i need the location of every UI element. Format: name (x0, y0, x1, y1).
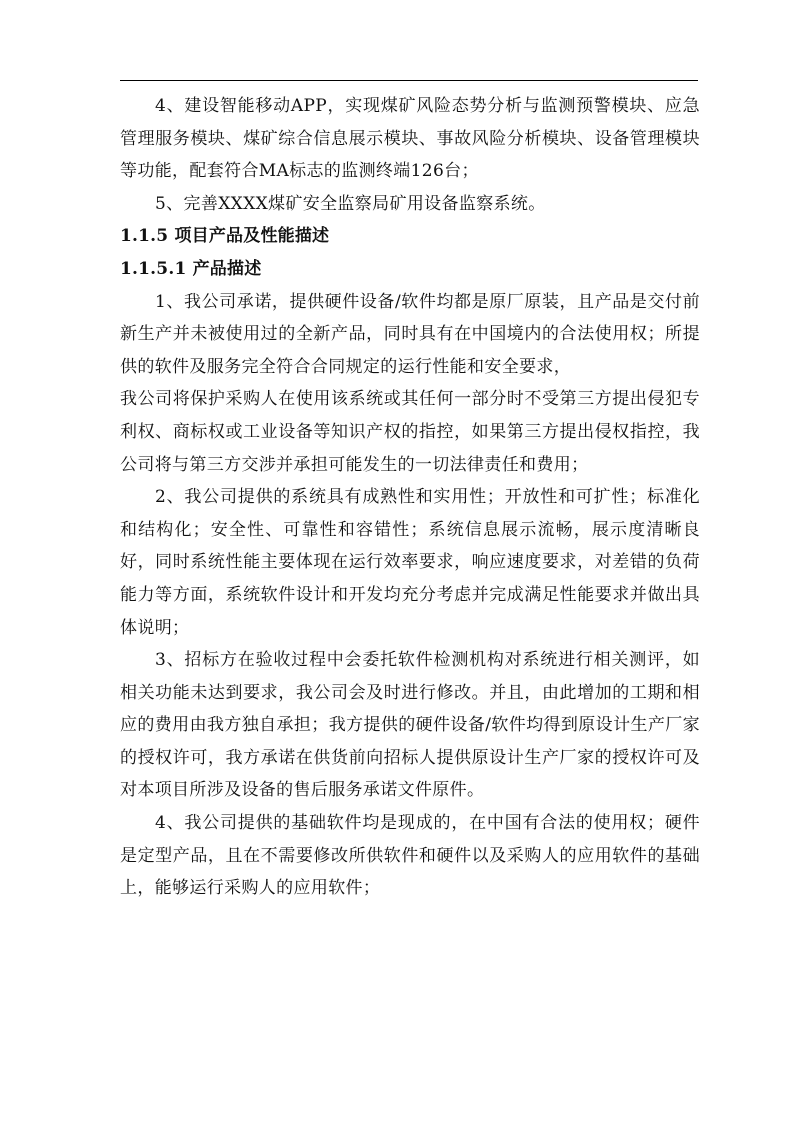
document-body (120, 90, 700, 905)
paragraph-commitment-original-part1: 1、我公司承诺，提供硬件设备/软件均都是原厂原装，且产品是交付前新生产并未被使用过的全新产品，同时具有在中国境内的合法使用权；所提供的软件及服务完全符合合同规定的运行性能和安全要求， (120, 291, 700, 377)
paragraph-commitment-ip (120, 383, 700, 481)
subsection-heading-product-description: 1.1.5.1 产品描述 (120, 258, 262, 279)
paragraph-acceptance-testing: 3、招标方在验收过程中会委托软件检测机构对系统进行相关测评，如相关功能未达到要求，我公司会及时进行修改。并且，由此增加的工期和相应的费用由我方独自承担；我方提供的硬件设备/软件均得到原设计生产厂家的授权许可，我方承诺在供货前向招标人提供原设计生产厂家的授权许可及对本项目所涉及设备的售后服务承诺文件原件。 (120, 650, 700, 801)
page-header-rule (120, 80, 698, 81)
paragraph-commitment-original-part2: 我公司将保护采购人在使用该系统或其任何一部分时不受第三方提出侵犯专利权、商标权或工业设备等知识产权的指控，如果第三方提出侵权指控，我公司将与第三方交涉并承担可能发生的一切法律责任和费用； (120, 389, 700, 475)
paragraph-app-construction: 4、建设智能移动APP，实现煤矿风险态势分析与监测预警模块、应急管理服务模块、煤矿综合信息展示模块、事故风险分析模块、设备管理模块等功能，配套符合MA标志的监测终端126台； (120, 96, 700, 182)
paragraph-commitment-original (120, 286, 700, 384)
paragraph-system-qualities: 2、我公司提供的系统具有成熟性和实用性；开放性和可扩性；标准化和结构化；安全性、可靠性和容错性；系统信息展示流畅，展示度清晰良好，同时系统性能主要体现在运行效率要求，响应速度要求，对差错的负荷能力等方面，系统软件设计和开发均充分考虑并完成满足性能要求并做出具体说明； (120, 487, 700, 638)
paragraph-base-software: 4、我公司提供的基础软件均是现成的，在中国有合法的使用权；硬件是定型产品，且在不需要修改所供软件和硬件以及采购人的应用软件的基础上，能够运行采购人的应用软件； (120, 813, 700, 899)
section-heading-product-performance: 1.1.5 项目产品及性能描述 (120, 226, 330, 247)
paragraph-supervision-system: 5、完善XXXX煤矿安全监察局矿用设备监察系统。 (155, 193, 546, 214)
